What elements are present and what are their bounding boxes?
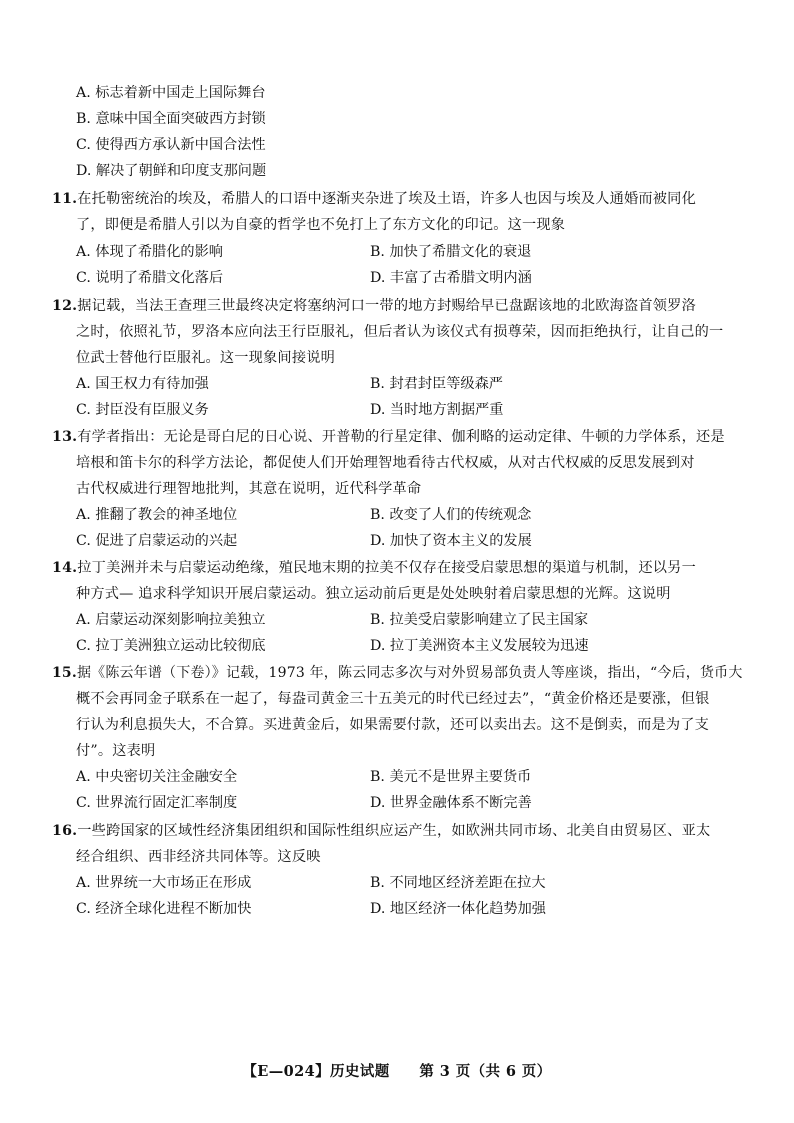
q16-line-1 [52,822,710,840]
q14-option-d: D. 拉丁美洲资本主义发展较为迅速 [370,638,589,654]
q13-stem-3: 古代权威进行理智地批判，其意在说明，近代科学革命 [76,481,422,497]
q16-option-c: C. 经济全球化进程不断加快 [76,901,252,917]
q14-number: 14. [52,560,78,576]
q13-stem-2: 培根和笛卡尔的科学方法论，都促使人们开始理智地看待古代权威，从对古代权威的反思发展到对 [76,455,695,471]
q12-option-d: D. 当时地方割据严重 [370,402,504,418]
q16-stem-2: 经合组织、西非经济共同体等。这反映 [76,849,321,865]
q15-line-1 [52,664,743,682]
q15-stem-1: 据《陈云年谱（下卷）》记载，1973 年，陈云同志多次与对外贸易部负责人等座谈，指出，“今后，货币大 [76,665,743,681]
q16-stem-1: 一些跨国家的区域性经济集团组织和国际性组织应运产生，如欧洲共同市场、北美自由贸易区、亚太 [77,823,711,839]
q11-option-a: A. 体现了希腊化的影响 [76,244,223,260]
q14-line-1 [52,559,696,577]
q15-option-a: A. 中央密切关注金融安全 [76,769,238,785]
q11-option-d: D. 丰富了古希腊文明内涵 [370,270,532,286]
q15-option-d: D. 世界金融体系不断完善 [370,795,532,811]
q12-option-a: A. 国王权力有待加强 [76,376,209,392]
q12-line-1 [52,297,696,315]
q12-option-b: B. 封君封臣等级森严 [370,376,503,392]
q13-option-c: C. 促进了启蒙运动的兴起 [76,533,238,549]
q12-number: 12. [52,298,78,314]
q15-stem-3: 行认为利息损失大，不合算。买进黄金后，如果需要付款，还可以卖出去。这不是倒卖，而是为了支 [76,717,710,733]
page-footer: 【E—024】历史试题 第 3 页（共 6 页） [242,1063,552,1080]
q13-option-a: A. 推翻了教会的神圣地位 [76,507,238,523]
q16-option-a: A. 世界统一大市场正在形成 [76,875,252,891]
q11-number: 11. [52,191,78,207]
q16-option-d: D. 地区经济一体化趋势加强 [370,901,546,917]
q11-line-1 [52,190,696,208]
q11-stem-2: 了，即便是希腊人引以为自豪的哲学也不免打上了东方文化的印记。这一现象 [76,217,566,233]
q11-stem-1: 在托勒密统治的埃及，希腊人的口语中逐渐夹杂进了埃及土语，许多人也因与埃及人通婚而被同化 [77,191,696,207]
q15-number: 15. [52,665,77,681]
q13-option-b: B. 改变了人们的传统观念 [370,507,532,523]
q10-option-a: A. 标志着新中国走上国际舞台 [76,85,266,101]
q16-number: 16. [52,823,78,839]
q15-option-c: C. 世界流行固定汇率制度 [76,795,238,811]
q15-stem-2: 概不会再同金子联系在一起了，每盎司黄金三十五美元的时代已经过去”，“黄金价格还是要涨，但银 [76,691,710,707]
q12-stem-1: 据记载，当法王查理三世最终决定将塞纳河口一带的地方封赐给早已盘踞该地的北欧海盗首领罗洛 [77,298,696,314]
q13-number: 13. [52,429,78,445]
q16-option-b: B. 不同地区经济差距在拉大 [370,875,546,891]
q13-line-1 [52,428,725,446]
q14-stem-1: 拉丁美洲并未与启蒙运动绝缘，殖民地末期的拉美不仅存在接受启蒙思想的渠道与机制，还以另一 [77,560,696,576]
q12-stem-2: 之时，依照礼节，罗洛本应向法王行臣服礼，但后者认为该仪式有损尊荣，因而拒绝执行，让自己的一 [76,324,724,340]
q12-option-c: C. 封臣没有臣服义务 [76,402,209,418]
q11-option-b: B. 加快了希腊文化的衰退 [370,244,532,260]
q10-option-d: D. 解决了朝鲜和印度支那问题 [76,163,267,179]
q14-option-a: A. 启蒙运动深刻影响拉美独立 [76,612,266,628]
q15-option-b: B. 美元不是世界主要货币 [370,769,532,785]
q12-stem-3: 位武士替他行臣服礼。这一现象间接说明 [76,350,335,366]
q10-option-b: B. 意味中国全面突破西方封锁 [76,111,266,127]
q14-stem-2: 种方式— 追求科学知识开展启蒙运动。独立运动前后更是处处映射着启蒙思想的光辉。这说明 [76,586,671,602]
q15-stem-4: 付”。这表明 [76,743,156,759]
q10-option-c: C. 使得西方承认新中国合法性 [76,137,266,153]
q11-option-c: C. 说明了希腊文化落后 [76,270,224,286]
q13-stem-1: 有学者指出：无论是哥白尼的日心说、开普勒的行星定律、伽利略的运动定律、牛顿的力学体系，还是 [77,429,725,445]
q14-option-c: C. 拉丁美洲独立运动比较彻底 [76,638,266,654]
q13-option-d: D. 加快了资本主义的发展 [370,533,532,549]
q14-option-b: B. 拉美受启蒙影响建立了民主国家 [370,612,589,628]
